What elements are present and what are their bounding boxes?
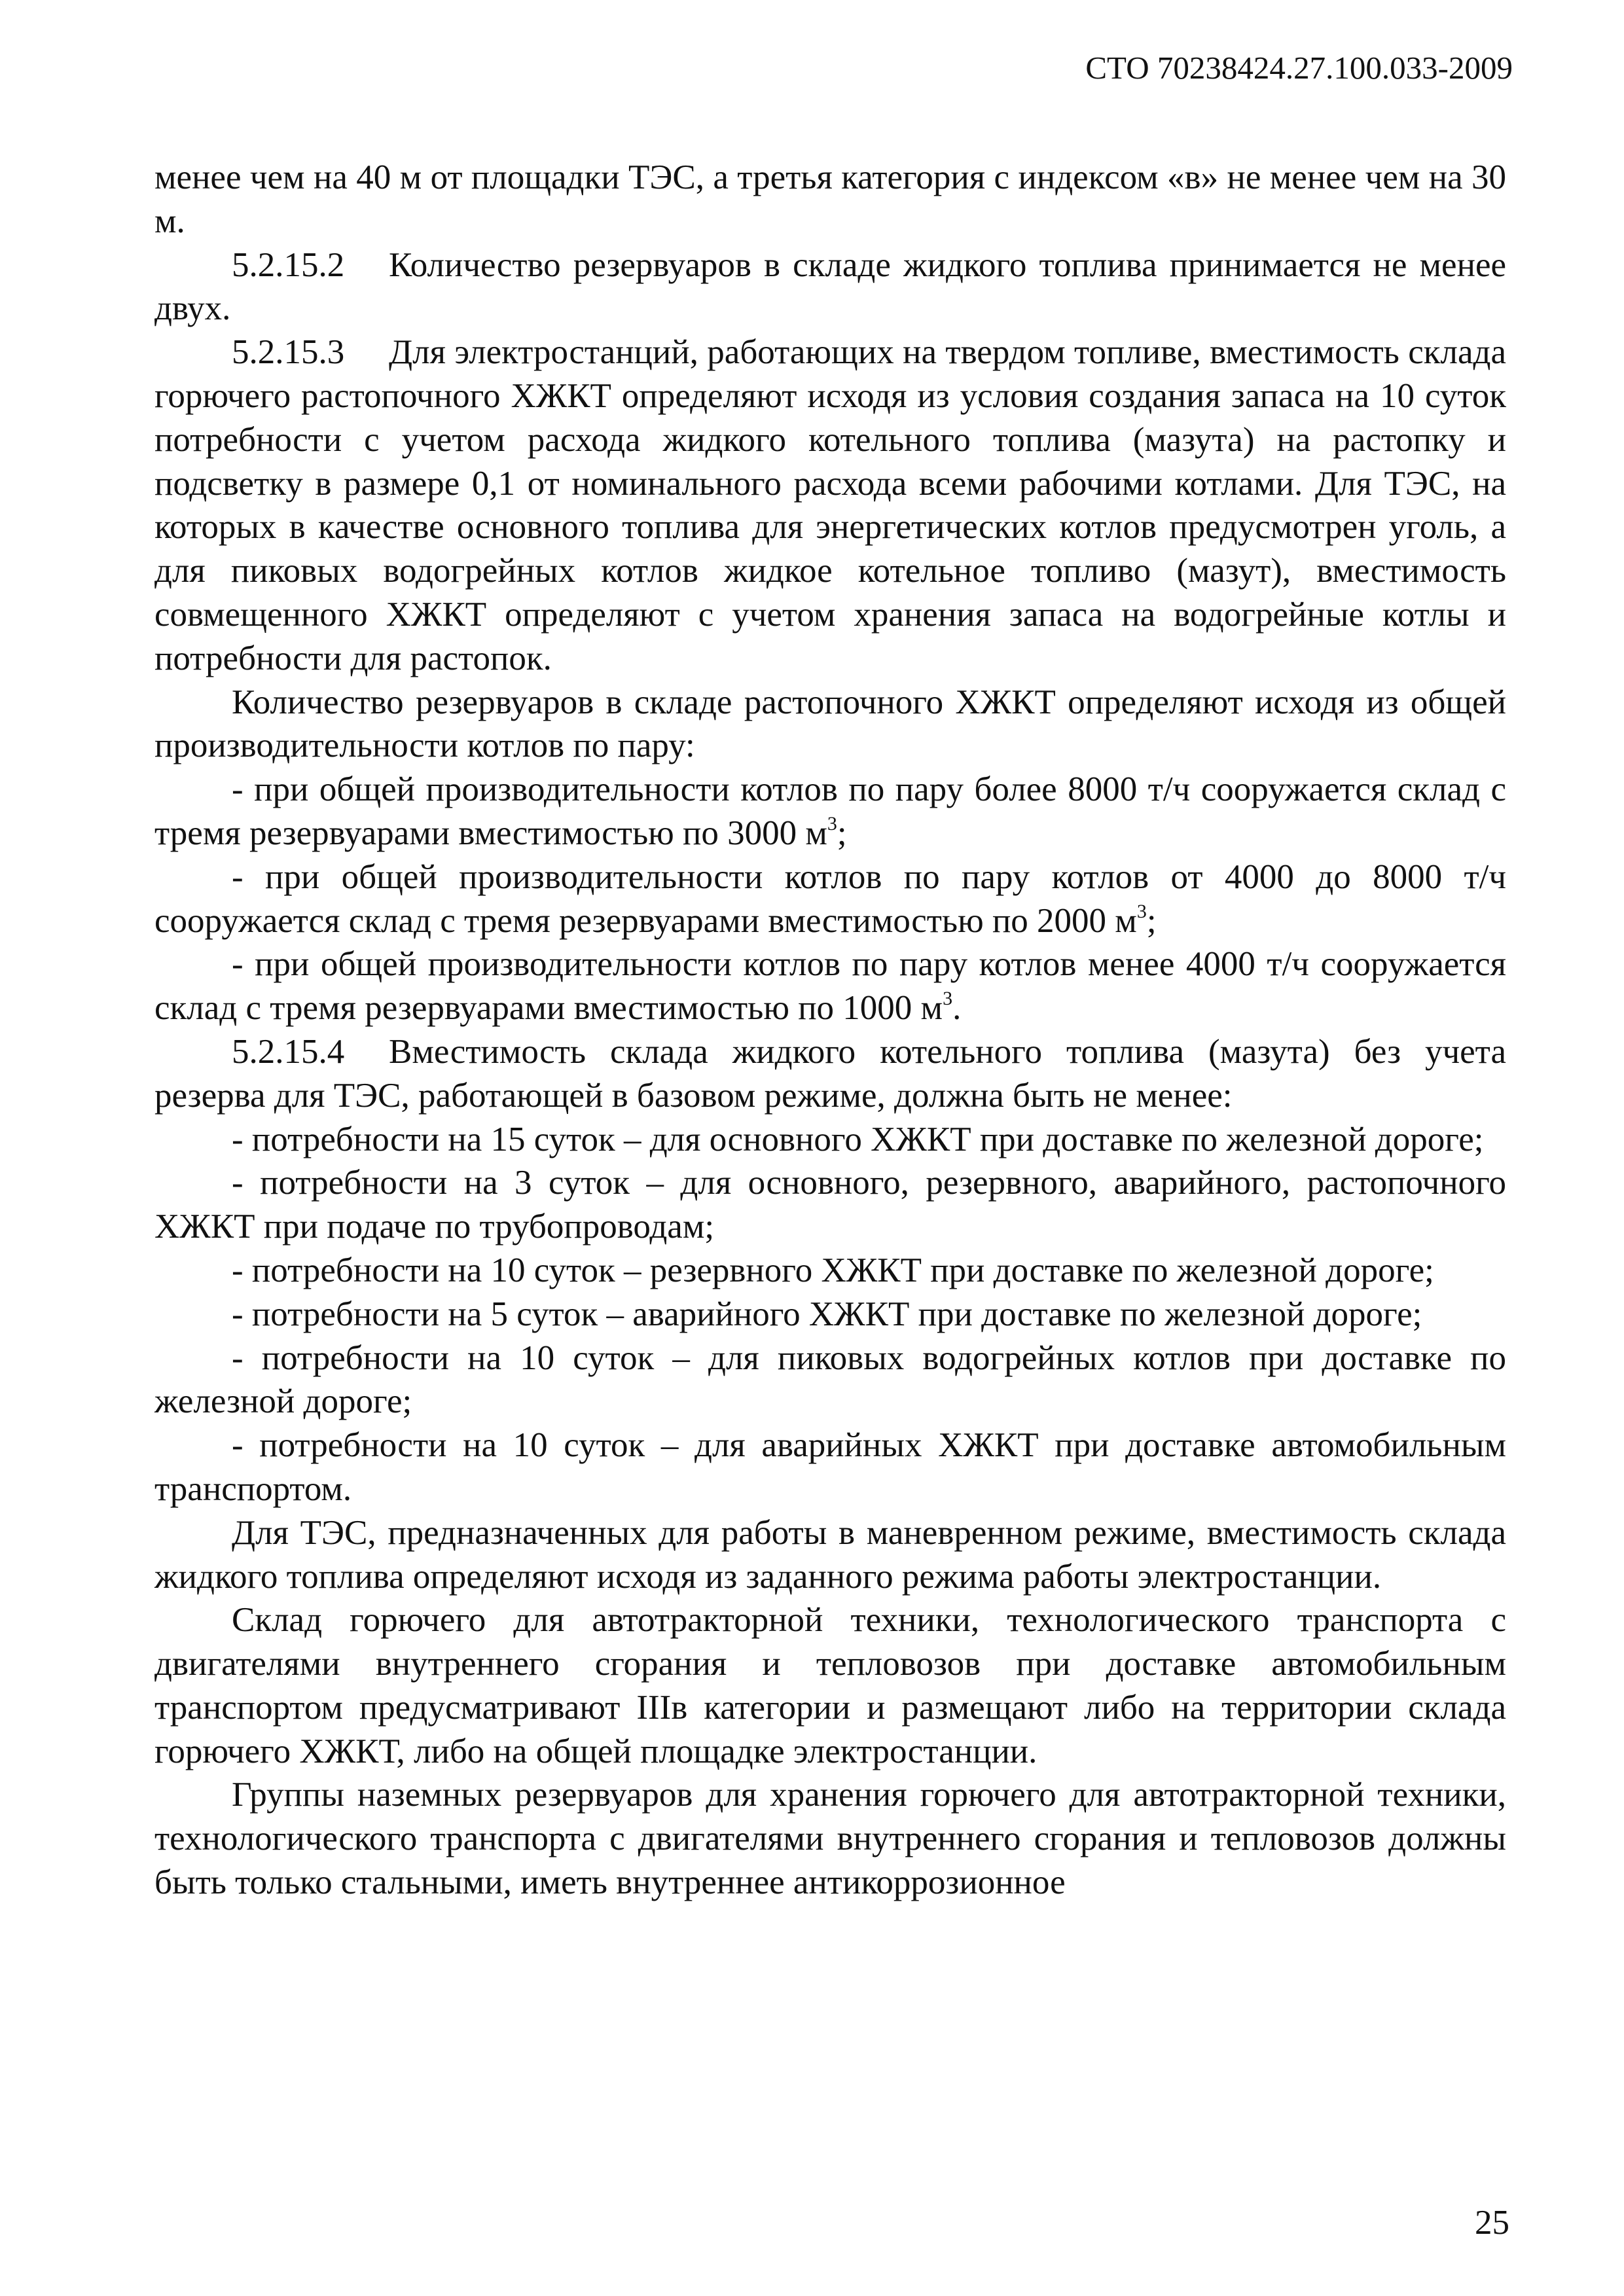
paragraph [154,1511,1506,1599]
list-item-tail: ; [837,814,847,852]
paragraph [154,1598,1506,1773]
paragraph-text: Вместимость склада жидкого котельного топлива (мазута) без учета резерва для ТЭС, работающей в базовом режиме, должна быть не менее: [154,1032,1506,1115]
list-item-text: - потребности на 3 суток – для основного, резервного, аварийного, растопочного ХЖКТ при подаче по трубопроводам; [154,1164,1506,1246]
clause-number: 5.2.15.4 [232,1032,345,1071]
clause-5-2-15-2 [154,243,1506,331]
clause-5-2-15-3 [154,331,1506,680]
list-item-text: - при общей производительности котлов по пару котлов от 4000 до 8000 т/ч сооружается склад с тремя резервуарами вместимостью по 2000 м [154,857,1506,940]
list-item-text: - потребности на 10 суток – для пиковых водогрейных котлов при доставке по железной дороге; [154,1338,1506,1421]
clause-5-2-15-4 [154,1030,1506,1118]
list-item-tail: ; [1146,901,1157,940]
paragraph [154,156,1506,243]
paragraph [154,681,1506,768]
list-item [154,1118,1506,1162]
paragraph-text: Для ТЭС, предназначенных для работы в маневренном режиме, вместимость склада жидкого топлива определяют исходя из заданного режима работы электростанции. [154,1513,1506,1596]
paragraph [154,1773,1506,1904]
list-item-text: - потребности на 10 суток – резервного ХЖКТ при доставке по железной дороге; [232,1251,1434,1289]
paragraph-text: Группы наземных резервуаров для хранения горючего для автотракторной техники, технологического транспорта с двигателями внутреннего сгорания и тепловозов должны быть только стальными, иметь внутреннее антикоррозионное [154,1776,1506,1902]
paragraph-text: менее чем на 40 м от площадки ТЭС, а третья категория с индексом «в» не менее чем на 30 м. [154,158,1506,240]
list-item [154,1161,1506,1249]
paragraph-text: Количество резервуаров в складе растопочного ХЖКТ определяют исходя из общей производительности котлов по пару: [154,683,1506,765]
list-item [154,1293,1506,1336]
list-item [154,1336,1506,1424]
clause-number: 5.2.15.2 [232,245,345,284]
paragraph-text: Склад горючего для автотракторной техники, технологического транспорта с двигателями внутреннего сгорания и тепловозов при доставке автомобильным транспортом предусматривают IIIв категории и размещают либо на территории склада горючего ХЖКТ, либо на общей площадке электростанции. [154,1601,1506,1770]
clause-number: 5.2.15.3 [232,333,345,372]
list-item [154,855,1506,943]
superscript: 3 [1136,900,1147,922]
list-item [154,768,1506,855]
list-item-text: - потребности на 10 суток – для аварийных ХЖКТ при доставке автомобильным транспортом. [154,1426,1506,1508]
superscript: 3 [943,988,953,1010]
list-item-text: - при общей производительности котлов по пару более 8000 т/ч сооружается склад с тремя резервуарами вместимостью по 3000 м [154,770,1506,852]
superscript: 3 [827,812,837,834]
list-item-tail: . [952,989,962,1028]
list-item-text: - потребности на 15 суток – для основного ХЖКТ при доставке по железной дороге; [232,1120,1484,1158]
list-item [154,1249,1506,1293]
paragraph-text: Для электростанций, работающих на твердом топливе, вместимость склада горючего растопочного ХЖКТ определяют исходя из условия создания запаса на 10 суток потребности с учетом расхода жидкого котельного топлива (мазута) на растопку и подсветку в размере 0,1 от номинального расхода всеми рабочими котлами. Для ТЭС, на которых в качестве основного топлива для энергетических котлов предусмотрен уголь, а для пиковых водогрейных котлов жидкое котельное топливо (мазут), вместимость совмещенного ХЖКТ определяют с учетом хранения запаса на водогрейные котлы и потребности для растопок. [154,333,1506,677]
list-item [154,942,1506,1030]
paragraph-text: Количество резервуаров в складе жидкого топлива принимается не менее двух. [154,245,1506,328]
list-item-text: - при общей производительности котлов по пару котлов менее 4000 т/ч сооружается склад с тремя резервуарами вместимостью по 1000 м [154,945,1506,1028]
list-item [154,1424,1506,1511]
list-item-text: - потребности на 5 суток – аварийного ХЖКТ при доставке по железной дороге; [232,1295,1422,1333]
document-code-header: СТО 70238424.27.100.033-2009 [1085,50,1513,86]
body-text [154,156,1506,1905]
page-number: 25 [1475,2204,1509,2242]
